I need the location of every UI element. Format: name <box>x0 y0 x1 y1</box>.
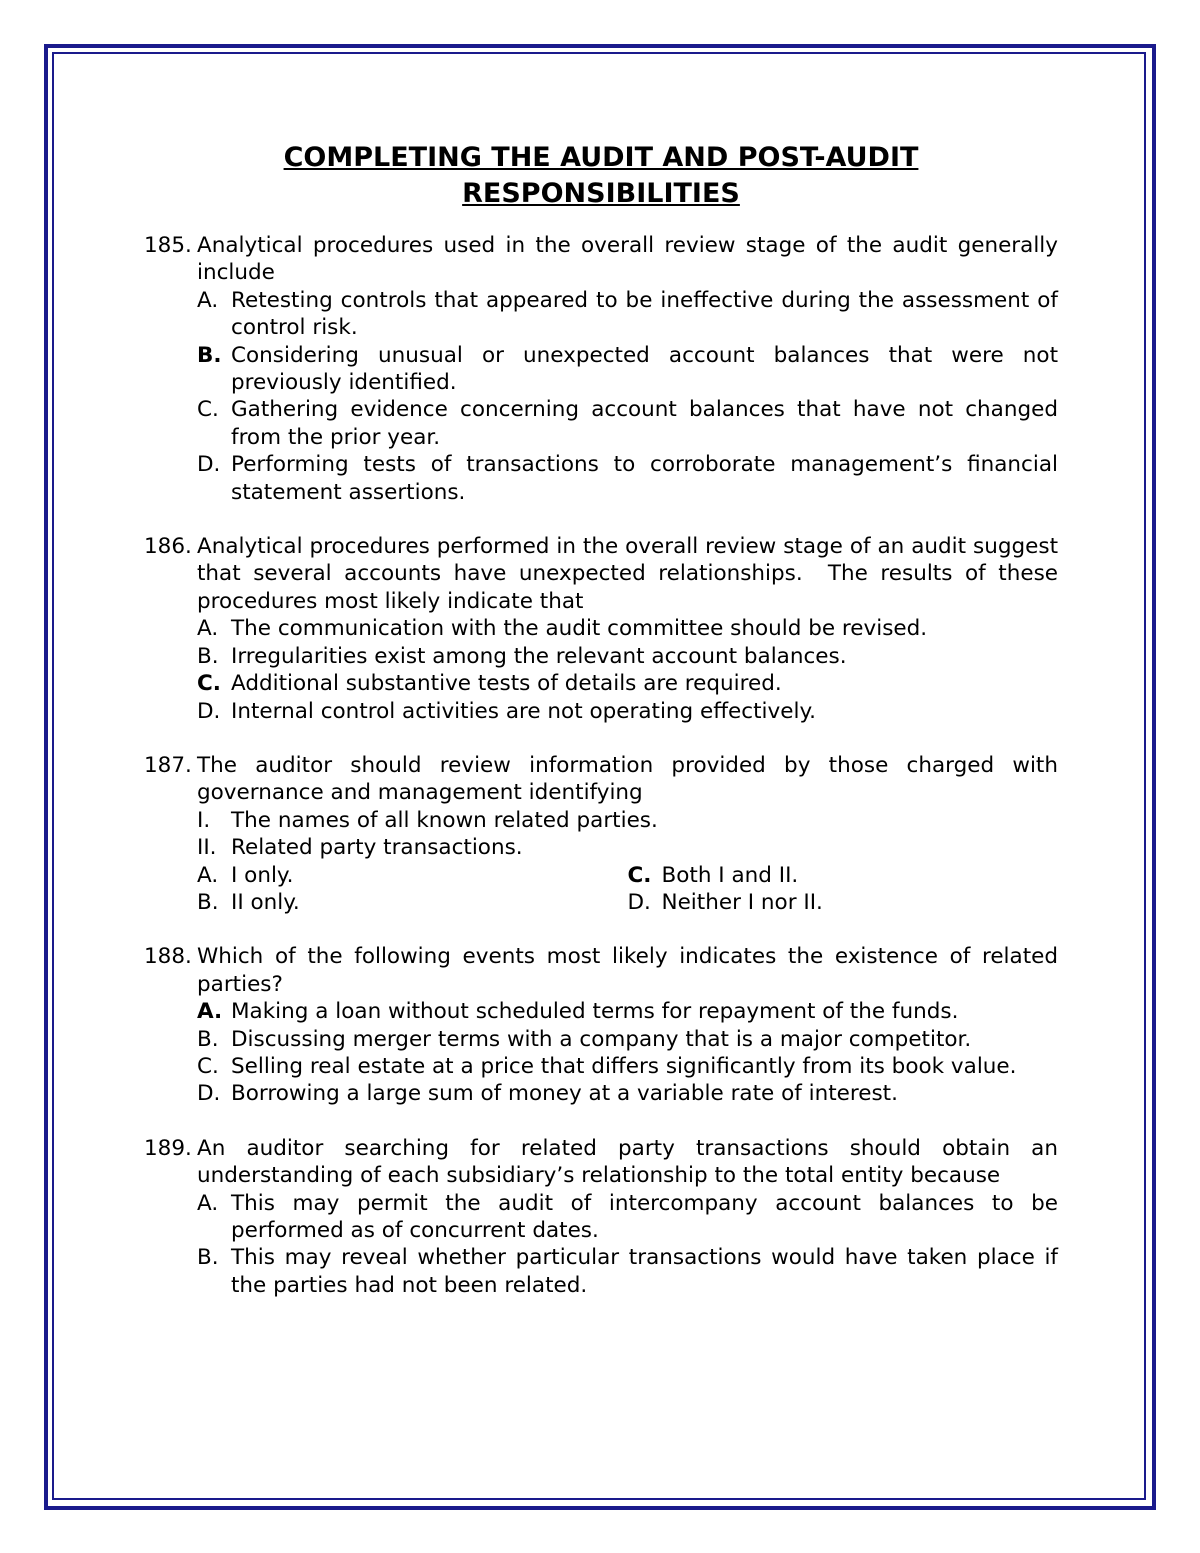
choice-d <box>197 1080 1058 1107</box>
choice-text: Both I and II. <box>661 862 799 888</box>
choice-text: Irregularities exist among the relevant account balances. <box>231 643 847 669</box>
question-189 <box>144 1135 1058 1299</box>
choice-letter: D. <box>197 1081 221 1107</box>
statement-text: The names of all known related parties. <box>231 807 658 833</box>
choice-text: Performing tests of transactions to corroborate management’s financial statement assertions. <box>231 452 1058 505</box>
choice-a <box>197 615 1058 642</box>
page-title <box>144 140 1058 212</box>
question-186 <box>144 533 1065 725</box>
choice-letter: C. <box>197 397 219 423</box>
choice-letter: B. <box>197 889 219 915</box>
choice-b <box>197 1244 1058 1299</box>
choice-c <box>197 670 1058 697</box>
choice-letter: B. <box>197 1245 219 1271</box>
choice-d <box>197 698 1058 725</box>
question-number: 189. <box>144 1135 192 1161</box>
question-stem: Which of the following events most likely indicates the existence of related parties? <box>197 944 1058 997</box>
choice-text: Retesting controls that appeared to be ineffective during the assessment of control risk. <box>231 287 1058 341</box>
choice-letter-answer: A. <box>197 999 223 1025</box>
choice-a <box>197 998 1058 1025</box>
question-188 <box>144 943 1058 1107</box>
choice-text: II only. <box>231 889 300 915</box>
question-number: 185. <box>144 233 192 258</box>
choice-b <box>197 643 1058 670</box>
choice-a <box>197 1190 1058 1245</box>
question-187 <box>144 752 1058 916</box>
choice-text: Selling real estate at a price that differs significantly from its book value. <box>231 1053 1017 1079</box>
choice-text: Considering unusual or unexpected account balances that were not previously identified. <box>231 342 1058 396</box>
choice-text: I only. <box>231 862 294 888</box>
choice-text: This may permit the audit of intercompany account balances to be performed as of concurrent dates. <box>231 1190 1058 1243</box>
choice-letter: A. <box>197 616 219 642</box>
statement-ii <box>197 834 1058 861</box>
title-line-1: COMPLETING THE AUDIT AND POST-AUDIT <box>283 142 919 173</box>
choice-letter: A. <box>197 862 219 888</box>
question-stem: An auditor searching for related party transactions should obtain an understanding of each subsidiary’s relationship to the total entity because <box>197 1135 1058 1189</box>
choice-c <box>197 396 1058 451</box>
question-number: 187. <box>144 752 192 778</box>
choice-letter-answer: B. <box>197 342 222 368</box>
question-number: 188. <box>144 944 192 970</box>
question-185 <box>144 232 1058 506</box>
question-stem: Analytical procedures used in the overall review stage of the audit generally include <box>197 233 1058 286</box>
choice-d <box>197 451 1058 506</box>
question-stem: The auditor should review information provided by those charged with governance and management identifying <box>197 752 1058 806</box>
choice-b <box>197 889 628 916</box>
choice-letter: B. <box>197 643 219 669</box>
title-line-2: RESPONSIBILITIES <box>462 178 740 209</box>
choice-c <box>628 862 1059 889</box>
statement-numeral: II. <box>197 835 217 861</box>
choice-text: This may reveal whether particular transactions would have taken place if the parties had not been related. <box>231 1245 1058 1298</box>
question-stem: Analytical procedures performed in the overall review stage of an audit suggest that several accounts have unexpected relationships. The results of these procedures most likely indicate that <box>197 534 1065 614</box>
choice-letter-answer: C. <box>197 671 221 697</box>
choice-text: Gathering evidence concerning account balances that have not changed from the prior year. <box>231 397 1058 450</box>
document-body <box>144 140 1065 1326</box>
choice-text: Borrowing a large sum of money at a variable rate of interest. <box>231 1081 898 1107</box>
choice-text: Making a loan without scheduled terms for repayment of the funds. <box>231 999 959 1025</box>
choice-letter: C. <box>197 1053 219 1079</box>
choice-letter-answer: C. <box>627 862 652 888</box>
choice-text: Discussing merger terms with a company that is a major competitor. <box>231 1026 972 1052</box>
choice-text: Internal control activities are not operating effectively. <box>231 698 816 724</box>
choice-a <box>197 287 1058 342</box>
choice-b <box>197 1026 1058 1053</box>
choice-b <box>197 342 1058 397</box>
statement-text: Related party transactions. <box>231 835 523 861</box>
choice-letter: A. <box>197 1190 219 1216</box>
choice-d <box>628 889 1059 916</box>
choice-c <box>197 1053 1058 1080</box>
choice-text: The communication with the audit committee should be revised. <box>231 616 928 642</box>
choice-text: Additional substantive tests of details are required. <box>231 671 782 697</box>
question-number: 186. <box>144 534 192 560</box>
choice-letter: D. <box>197 698 221 724</box>
choice-letter: D. <box>197 452 221 478</box>
choice-letter: B. <box>197 1026 219 1052</box>
statement-i <box>197 807 1058 834</box>
statement-numeral: I. <box>197 807 211 833</box>
choice-letter: A. <box>197 287 219 313</box>
choice-a <box>197 862 628 889</box>
choice-text: Neither I nor II. <box>661 889 823 915</box>
choice-letter: D. <box>627 889 651 915</box>
